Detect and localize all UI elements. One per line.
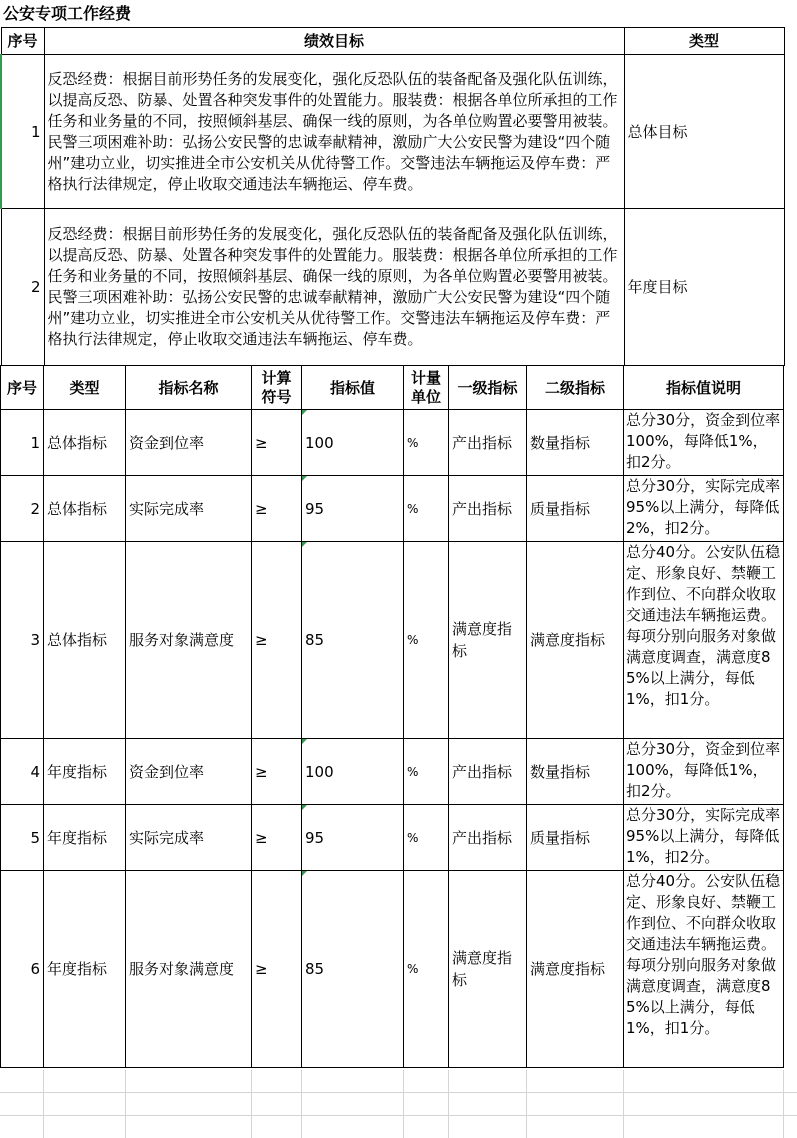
metric-type-cell[interactable]: 年度指标 [44, 805, 126, 871]
goals-table [0, 27, 785, 366]
metric-row [1, 871, 784, 1068]
metric-name-cell[interactable]: 服务对象满意度 [126, 542, 252, 739]
goals-row [1, 209, 784, 366]
metrics-header-value[interactable]: 指标值 [302, 366, 404, 410]
goal-text-cell[interactable]: 反恐经费：根据目前形势任务的发展变化，强化反恐队伍的装备配备及强化队伍训练，以提高反恐、防暴、处置各种突发事件的处置能力。服装费：根据各单位所承担的工作任务和业务量的不同，按照倾斜基层、确保一线的原则，为各单位购置必要警用被装。民警三项困难补助：弘扬公安民警的忠诚奉献精神，激励广大公安民警为建设“四个随州”建功立业，切实推进全市公安机关从优待警工作。交警违法车辆拖运及停车费：严格执行法律规定，停止收取交通违法车辆拖运、停车费。 [44, 209, 624, 366]
metric-level2-cell[interactable]: 质量指标 [527, 805, 624, 871]
metrics-header-level1[interactable]: 一级指标 [449, 366, 527, 410]
metric-row [1, 542, 784, 739]
metric-level1-cell[interactable]: 产出指标 [449, 739, 527, 805]
metric-value-cell[interactable]: 95 [302, 476, 404, 542]
metric-seq-cell[interactable]: 6 [1, 871, 44, 1068]
goals-header-type[interactable]: 类型 [624, 28, 784, 55]
metric-unit-cell[interactable]: % [404, 410, 449, 476]
metric-level1-cell[interactable]: 满意度指标 [449, 542, 527, 739]
metric-level1-cell[interactable]: 产出指标 [449, 805, 527, 871]
metric-value-cell[interactable]: 95 [302, 805, 404, 871]
metric-level2-cell[interactable]: 质量指标 [527, 476, 624, 542]
metric-level2-cell[interactable]: 满意度指标 [527, 542, 624, 739]
goals-header-row [1, 28, 784, 55]
grid-line [125, 1070, 126, 1138]
metric-level1-cell[interactable]: 满意度指标 [449, 871, 527, 1068]
metrics-header-level2[interactable]: 二级指标 [527, 366, 624, 410]
grid-line [251, 1070, 252, 1138]
goals-header-target[interactable]: 绩效目标 [44, 28, 624, 55]
metric-row [1, 805, 784, 871]
metric-value-cell[interactable]: 100 [302, 410, 404, 476]
metric-name-cell[interactable]: 资金到位率 [126, 739, 252, 805]
metric-seq-cell[interactable]: 4 [1, 739, 44, 805]
metric-desc-cell[interactable]: 总分40分。公安队伍稳定、形象良好、禁鞭工作到位、不向群众收取交通违法车辆拖运费。每项分别向服务对象做满意度调查，满意度85%以上满分，每低1%，扣1分。 [624, 542, 784, 739]
grid-line [0, 1115, 797, 1116]
metric-unit-cell[interactable]: % [404, 805, 449, 871]
goals-header-seq[interactable]: 序号 [1, 28, 44, 55]
goal-type-cell[interactable]: 年度目标 [624, 209, 784, 366]
metric-level1-cell[interactable]: 产出指标 [449, 410, 527, 476]
metric-unit-cell[interactable]: % [404, 739, 449, 805]
metric-level2-cell[interactable]: 数量指标 [527, 739, 624, 805]
metric-unit-cell[interactable]: % [404, 871, 449, 1068]
empty-grid [0, 1070, 797, 1138]
goal-seq-cell[interactable]: 2 [1, 209, 44, 366]
metric-symbol-cell[interactable]: ≥ [252, 871, 302, 1068]
metric-row [1, 476, 784, 542]
metrics-table [0, 365, 784, 1068]
metric-unit-cell[interactable]: % [404, 542, 449, 739]
sheet-title[interactable]: 公安专项工作经费 [3, 4, 132, 23]
metric-type-cell[interactable]: 年度指标 [44, 871, 126, 1068]
grid-line [623, 1070, 624, 1138]
metric-type-cell[interactable]: 总体指标 [44, 476, 126, 542]
grid-line [301, 1070, 302, 1138]
goal-text-cell[interactable]: 反恐经费：根据目前形势任务的发展变化，强化反恐队伍的装备配备及强化队伍训练，以提高反恐、防暴、处置各种突发事件的处置能力。服装费：根据各单位所承担的工作任务和业务量的不同，按照倾斜基层、确保一线的原则，为各单位购置必要警用被装。民警三项困难补助：弘扬公安民警的忠诚奉献精神，激励广大公安民警为建设“四个随州”建功立业，切实推进全市公安机关从优待警工作。交警违法车辆拖运及停车费：严格执行法律规定，停止收取交通违法车辆拖运、停车费。 [44, 55, 624, 209]
metric-desc-cell[interactable]: 总分30分，资金到位率100%，每降低1%，扣2分。 [624, 739, 784, 805]
grid-line [783, 1070, 784, 1138]
metric-symbol-cell[interactable]: ≥ [252, 805, 302, 871]
metric-seq-cell[interactable]: 1 [1, 410, 44, 476]
metrics-header-desc[interactable]: 指标值说明 [624, 366, 784, 410]
metric-seq-cell[interactable]: 5 [1, 805, 44, 871]
metrics-header-type[interactable]: 类型 [44, 366, 126, 410]
metric-symbol-cell[interactable]: ≥ [252, 410, 302, 476]
metrics-header-row [1, 366, 784, 410]
metric-value-cell[interactable]: 85 [302, 871, 404, 1068]
metric-desc-cell[interactable]: 总分30分，实际完成率95%以上满分，每降低2%，扣2分。 [624, 476, 784, 542]
metric-level1-cell[interactable]: 产出指标 [449, 476, 527, 542]
metric-level2-cell[interactable]: 数量指标 [527, 410, 624, 476]
metric-seq-cell[interactable]: 2 [1, 476, 44, 542]
grid-line [526, 1070, 527, 1138]
metric-level2-cell[interactable]: 满意度指标 [527, 871, 624, 1068]
metric-seq-cell[interactable]: 3 [1, 542, 44, 739]
grid-line [403, 1070, 404, 1138]
metric-desc-cell[interactable]: 总分30分，实际完成率95%以上满分，每降低1%，扣2分。 [624, 805, 784, 871]
metric-name-cell[interactable]: 实际完成率 [126, 805, 252, 871]
metric-symbol-cell[interactable]: ≥ [252, 739, 302, 805]
metric-name-cell[interactable]: 服务对象满意度 [126, 871, 252, 1068]
metrics-header-unit[interactable]: 计量单位 [404, 366, 449, 410]
goal-type-cell[interactable]: 总体目标 [624, 55, 784, 209]
metric-symbol-cell[interactable]: ≥ [252, 542, 302, 739]
metric-desc-cell[interactable]: 总分30分，资金到位率100%，每降低1%，扣2分。 [624, 410, 784, 476]
metric-desc-cell[interactable]: 总分40分。公安队伍稳定、形象良好、禁鞭工作到位、不向群众收取交通违法车辆拖运费。每项分别向服务对象做满意度调查，满意度85%以上满分，每低1%，扣1分。 [624, 871, 784, 1068]
grid-line [0, 1092, 797, 1093]
goal-seq-cell[interactable]: 1 [1, 55, 44, 209]
metric-value-cell[interactable]: 85 [302, 542, 404, 739]
grid-line [43, 1070, 44, 1138]
metrics-header-name[interactable]: 指标名称 [126, 366, 252, 410]
metric-value-cell[interactable]: 100 [302, 739, 404, 805]
metric-name-cell[interactable]: 实际完成率 [126, 476, 252, 542]
metric-name-cell[interactable]: 资金到位率 [126, 410, 252, 476]
metric-type-cell[interactable]: 总体指标 [44, 542, 126, 739]
metric-type-cell[interactable]: 年度指标 [44, 739, 126, 805]
metric-unit-cell[interactable]: % [404, 476, 449, 542]
metrics-header-symbol[interactable]: 计算符号 [252, 366, 302, 410]
metric-type-cell[interactable]: 总体指标 [44, 410, 126, 476]
metric-symbol-cell[interactable]: ≥ [252, 476, 302, 542]
metrics-header-seq[interactable]: 序号 [1, 366, 44, 410]
goals-row [1, 55, 784, 209]
metric-row [1, 739, 784, 805]
metric-row [1, 410, 784, 476]
grid-line [448, 1070, 449, 1138]
